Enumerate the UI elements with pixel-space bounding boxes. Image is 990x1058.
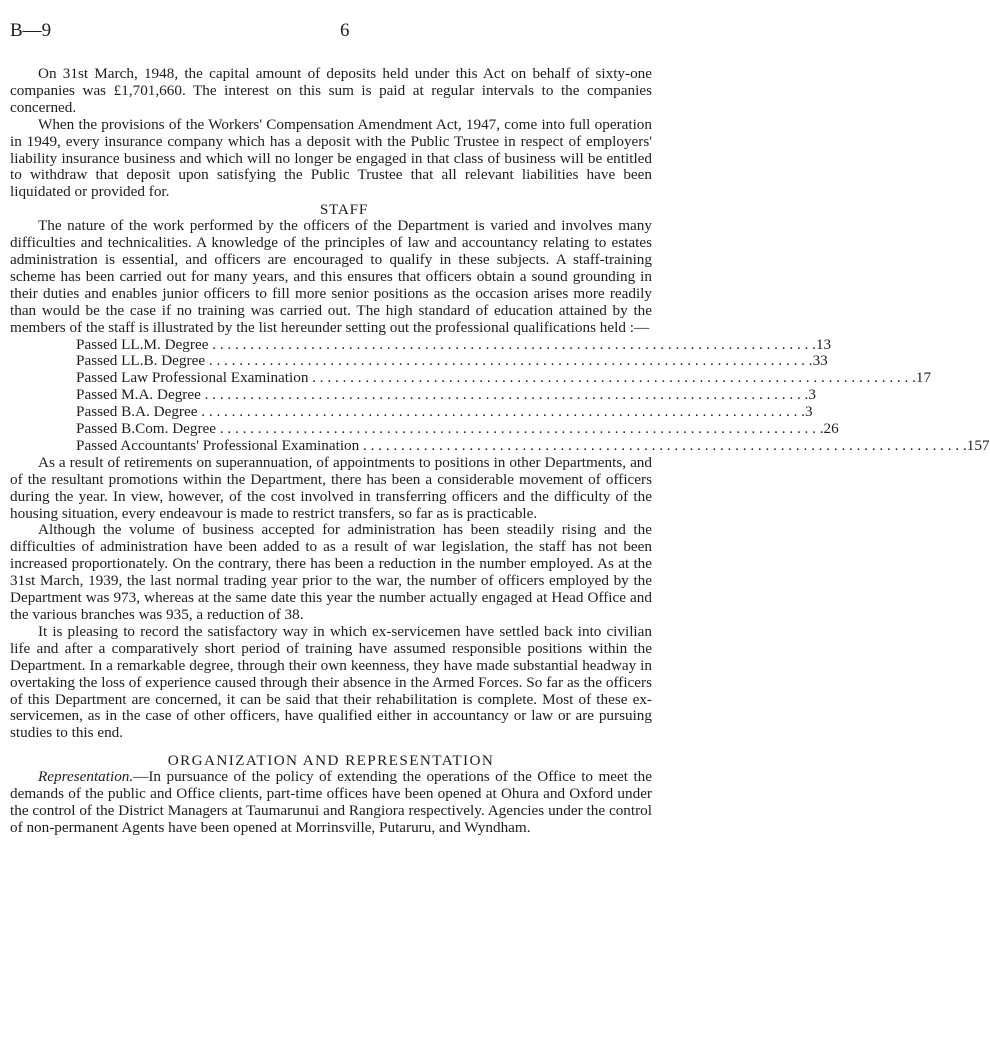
qualification-row	[10, 420, 839, 438]
qualification-count: 3	[808, 386, 816, 404]
document-body	[10, 65, 990, 837]
page-number: 6	[340, 20, 350, 41]
qualification-count: 17	[915, 369, 932, 387]
workers-compensation-paragraph: When the provisions of the Workers' Compensation Amendment Act, 1947, come into full operation in 1949, every insurance company which has a deposit with the Public Trustee in respect of employers' liability insurance business and which will no longer be engaged in that class of business will be entitled to withdraw that deposit upon satisfying the Public Trustee that all relevant liabilities have been liquidated or provided for.	[10, 115, 652, 201]
qualifications-list	[10, 335, 990, 455]
page-header	[10, 20, 686, 44]
report-reference: B—9	[10, 20, 52, 41]
qualification-name: Passed Law Professional Examination . . . . . . . . . . . . . . . . . . . . . . . . . . . . . . . . . . . . . . . . . . . . . . . . . . . . . . . . . . . . . . . . . . . . . . . . . . . . . . . .	[76, 369, 916, 387]
qualification-name: Passed Accountants' Professional Examination . . . . . . . . . . . . . . . . . . . . . . . . . . . . . . . . . . . . . . . . . . . . . . . . . . . . . . . . . . . . . . . . . . . . . . . . . . . . . . . .	[76, 436, 967, 454]
qualification-name: Passed B.A. Degree . . . . . . . . . . . . . . . . . . . . . . . . . . . . . . . . . . . . . . . . . . . . . . . . . . . . . . . . . . . . . . . . . . . . . . . . . . . . . . . .	[76, 403, 805, 421]
qualification-count: 13	[815, 335, 832, 353]
staff-numbers-paragraph: Although the volume of business accepted for administration has been steadily rising and the difficulties of administration have been added to as a result of war legislation, the staff has not been increased proportionately. On the contrary, there has been a reduction in the number employed. As at the 31st March, 1939, the last normal trading year prior to the war, the number of officers employed by the Department was 973, whereas at the same date this year the number actually engaged at Head Office and the various branches was 935, a reduction of 38.	[10, 521, 652, 623]
staff-heading: STAFF	[319, 201, 369, 219]
staff-paragraph: The nature of the work performed by the officers of the Department is varied and involves many difficulties and technicalities. A knowledge of the principles of law and accountancy relating to estates administration is essential, and officers are encouraged to qualify in these subjects. A staff-training scheme has been carried out for many years, and this ensures that officers obtain a sound grounding in their duties and enables junior officers to fill more senior positions as the occasion arises more readily than would be the case if no training was carried out. The high standard of education attained by the members of the staff is illustrated by the list hereunder setting out the professional qualifications held :—	[10, 217, 652, 336]
staff-movement-paragraph: As a result of retirements on superannuation, of appointments to positions in other Departments, and of the resultant promotions within the Department, there has been a considerable movement of officers during the year. In view, however, of the cost involved in transferring officers and the difficulty of the housing situation, every endeavour is made to restrict transfers, so far as is practicable.	[10, 453, 652, 522]
representation-run-in-heading: Representation.	[38, 768, 134, 786]
qualification-row	[10, 436, 990, 455]
qualification-row	[10, 386, 816, 404]
organization-heading: ORGANIZATION AND REPRESENTATION	[167, 752, 495, 770]
qualification-count: 26	[823, 420, 839, 438]
qualification-count: 157	[966, 436, 990, 454]
representation-text: —In pursuance of the policy of extending the operations of the Office to meet the demands of the public and Office clients, part-time offices have been opened at Ohura and Oxford under the control of the District Managers at Taumarunui and Rangiora respectively. Agencies under the control of non-permanent Agents have been opened at Morrinsville, Putaruru, and Wyndham.	[10, 768, 652, 836]
qualification-name: Passed LL.M. Degree . . . . . . . . . . . . . . . . . . . . . . . . . . . . . . . . . . . . . . . . . . . . . . . . . . . . . . . . . . . . . . . . . . . . . . . . . . . . . . . .	[76, 335, 816, 353]
qualification-count: 3	[804, 403, 813, 421]
representation-paragraph	[10, 769, 652, 837]
qualification-name: Passed LL.B. Degree . . . . . . . . . . . . . . . . . . . . . . . . . . . . . . . . . . . . . . . . . . . . . . . . . . . . . . . . . . . . . . . . . . . . . . . . . . . . . . . .	[76, 352, 813, 370]
qualification-name: Passed M.A. Degree . . . . . . . . . . . . . . . . . . . . . . . . . . . . . . . . . . . . . . . . . . . . . . . . . . . . . . . . . . . . . . . . . . . . . . . . . . . . . . . .	[76, 386, 809, 404]
qualification-count: 33	[812, 352, 828, 370]
qualification-row	[10, 352, 828, 370]
ex-servicemen-paragraph: It is pleasing to record the satisfactory way in which ex-servicemen have settled back into civilian life and after a comparatively short period of training have assumed responsible positions within the Department. In a remarkable degree, through their own keenness, they have made substantial headway in overtaking the loss of experience caused through their absence in the Armed Forces. So far as the officers of this Department are concerned, it can be said that their rehabilitation is complete. Most of these ex-servicemen, as in the case of other officers, have qualified either in accountancy or law or are pursuing studies to this end.	[10, 622, 652, 742]
qualification-row	[10, 403, 813, 421]
qualification-row	[10, 335, 832, 354]
qualification-row	[10, 369, 932, 387]
deposits-paragraph: On 31st March, 1948, the capital amount of deposits held under this Act on behalf of sixty-one companies was £1,701,660. The interest on this sum is paid at regular intervals to the companies concerned.	[10, 65, 652, 116]
qualification-name: Passed B.Com. Degree . . . . . . . . . . . . . . . . . . . . . . . . . . . . . . . . . . . . . . . . . . . . . . . . . . . . . . . . . . . . . . . . . . . . . . . . . . . . . . . .	[76, 420, 824, 438]
